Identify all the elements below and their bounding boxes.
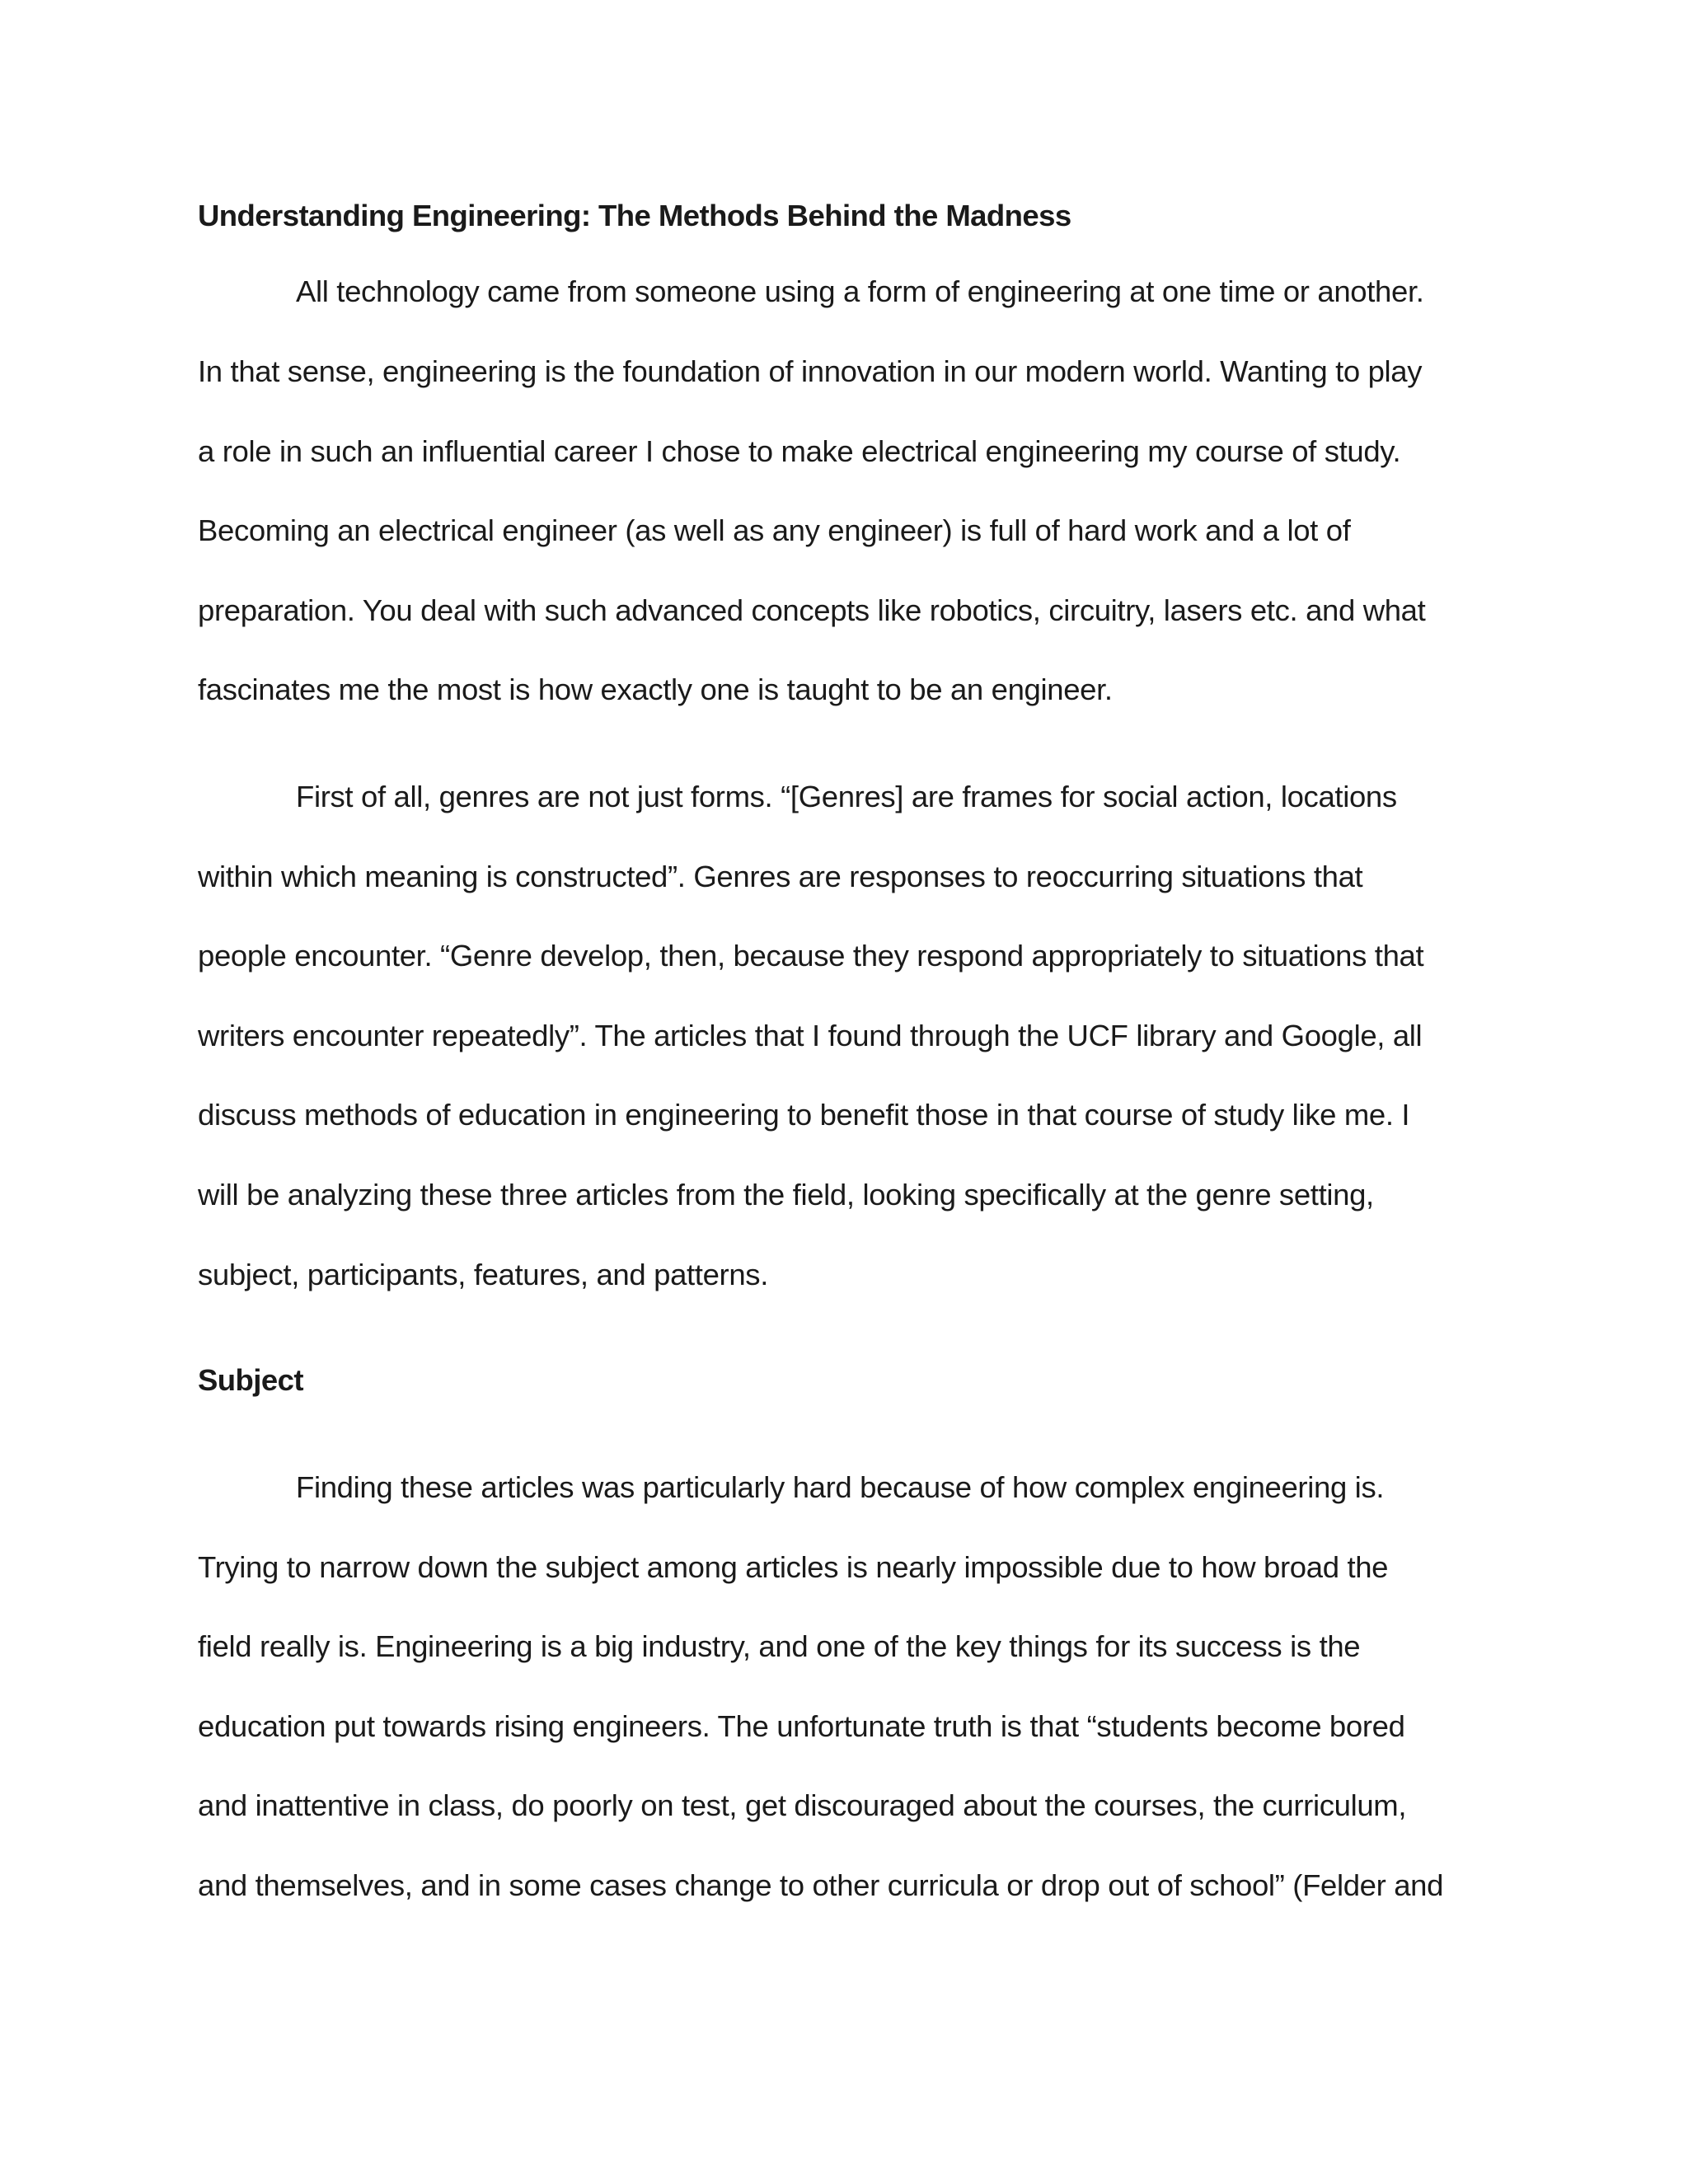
paragraph-line: fascinates me the most is how exactly one is taught to be an engineer. bbox=[198, 673, 1113, 706]
section-heading: Subject bbox=[198, 1363, 303, 1397]
paragraph-line: within which meaning is constructed”. Genres are responses to reoccurring situations that bbox=[198, 860, 1363, 893]
paragraph-line: Becoming an electrical engineer (as well as any engineer) is full of hard work and a lot of bbox=[198, 513, 1351, 547]
paragraph-line: writers encounter repeatedly”. The articles that I found through the UCF library and Google, all bbox=[198, 1019, 1423, 1052]
paragraph-line: All technology came from someone using a form of engineering at one time or another. bbox=[296, 274, 1424, 308]
paragraph-line: will be analyzing these three articles from the field, looking specifically at the genre setting, bbox=[198, 1178, 1374, 1212]
paragraph-line: and themselves, and in some cases change to other curricula or drop out of school” (Felder and bbox=[198, 1868, 1444, 1902]
paragraph-line: education put towards rising engineers. The unfortunate truth is that “students become bored bbox=[198, 1709, 1405, 1743]
paragraph-line: a role in such an influential career I chose to make electrical engineering my course of study. bbox=[198, 434, 1401, 468]
paragraph-line: discuss methods of education in engineering to benefit those in that course of study like me. I bbox=[198, 1098, 1410, 1132]
paragraph-line: In that sense, engineering is the foundation of innovation in our modern world. Wanting to play bbox=[198, 354, 1423, 388]
paragraph-line: field really is. Engineering is a big industry, and one of the key things for its success is the bbox=[198, 1629, 1361, 1663]
document-title: Understanding Engineering: The Methods Behind the Madness bbox=[198, 199, 1071, 232]
paragraph-line: preparation. You deal with such advanced concepts like robotics, circuitry, lasers etc. and what bbox=[198, 593, 1426, 627]
paragraph-line: Finding these articles was particularly hard because of how complex engineering is. bbox=[296, 1470, 1385, 1504]
paragraph-line: First of all, genres are not just forms. “[Genres] are frames for social action, locations bbox=[296, 780, 1397, 813]
paragraph-line: subject, participants, features, and patterns. bbox=[198, 1258, 768, 1291]
paragraph-line: people encounter. “Genre develop, then, because they respond appropriately to situations that bbox=[198, 939, 1424, 972]
paragraph-line: and inattentive in class, do poorly on test, get discouraged about the courses, the curriculum, bbox=[198, 1788, 1407, 1822]
paragraph-line: Trying to narrow down the subject among articles is nearly impossible due to how broad the bbox=[198, 1550, 1389, 1584]
